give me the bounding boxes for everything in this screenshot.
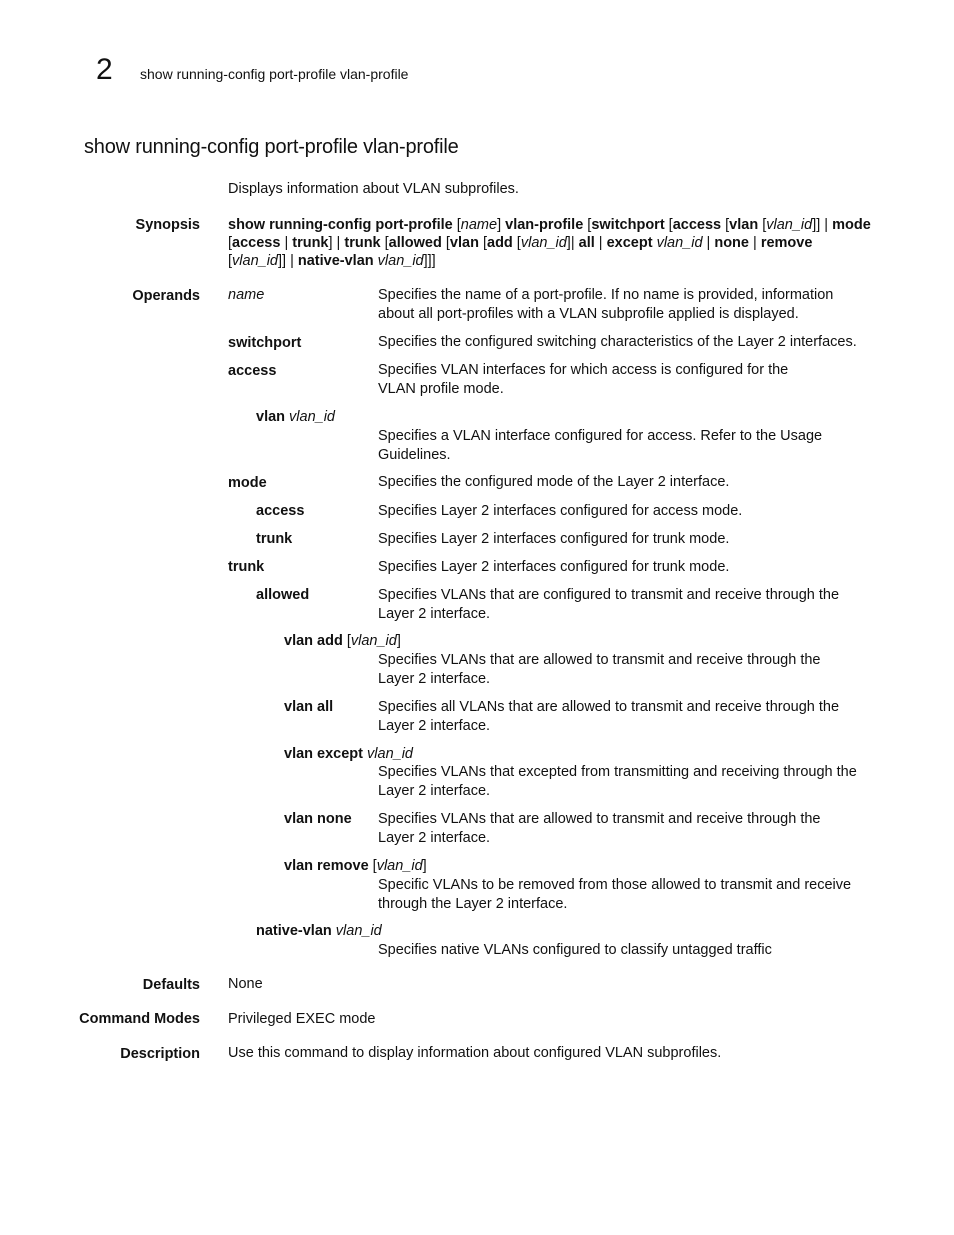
plain-text: ] | [328,235,345,251]
keyword-text: trunk [256,531,293,547]
variable-text: vlan_id [232,253,278,269]
keyword-text: trunk [344,235,381,251]
operand-desc: Specifies VLANs that excepted from transmitting and receiving through the Layer 2 interface. [378,764,857,799]
keyword-text: allowed [256,587,310,603]
variable-text: vlan_id [289,409,335,425]
keyword-text: mode [832,217,871,233]
operand-desc: Specifies Layer 2 interfaces configured for access mode. [378,503,743,519]
operand-desc: Specific VLANs to be removed from those allowed to transmit and receive through the Layer 2 interface. [378,877,852,912]
variable-text: vlan_id [520,235,567,251]
operand-term [284,745,413,764]
operand-term [256,586,309,605]
variable-text: name [228,287,265,303]
variable-text: vlan_id [377,253,424,269]
plain-text: [ [664,217,673,233]
plain-text: | [702,235,715,251]
defaults-text: None [228,976,263,992]
plain-text: ] [497,217,506,233]
operand-term [284,632,401,651]
keyword-text: vlan [449,235,479,251]
variable-text: vlan_id [350,633,397,649]
plain-text: ]| [566,235,579,251]
plain-text: ] [422,858,427,874]
operand-desc: Specifies VLANs that are allowed to transmit and receive through the Layer 2 interface. [378,811,821,846]
keyword-text: vlan [256,409,286,425]
operand-desc: Specifies all VLANs that are allowed to transmit and receive through the Layer 2 interface. [378,699,840,734]
operand-desc: Specifies the configured mode of the Layer 2 interface. [378,474,730,490]
synopsis-line [228,234,812,253]
variable-text: vlan_id [766,217,813,233]
operand-term [256,530,292,549]
plain-text: [ [452,217,461,233]
plain-text: ] [396,633,401,649]
operand-term [284,857,427,876]
plain-text: [ [342,633,351,649]
keyword-text: switchport [228,335,302,351]
variable-text: name [460,217,498,233]
plain-text: | [748,235,761,251]
operand-desc: Specifies native VLANs configured to classify untagged traffic [378,942,772,958]
keyword-text: mode [228,475,267,491]
chapter-number: 2 [96,53,113,86]
summary-text: Displays information about VLAN subprofiles. [228,181,519,197]
description-text: Use this command to display information about configured VLAN subprofiles. [228,1045,722,1061]
keyword-text: remove [760,235,813,251]
plain-text: [ [368,858,377,874]
keyword-text: vlan except [284,746,363,762]
plain-text: [ [441,235,450,251]
keyword-text: access [228,363,277,379]
plain-text: ]] | [812,217,833,233]
operand-desc: Specifies VLAN interfaces for which access is configured for the VLAN profile mode. [378,362,789,397]
keyword-text: switchport [591,217,665,233]
operand-desc: Specifies Layer 2 interfaces configured for trunk mode. [378,559,730,575]
keyword-text: trunk [228,559,265,575]
operand-term [284,810,352,829]
command-modes-label: Command Modes [79,1011,200,1027]
keyword-text: vlan [729,217,759,233]
keyword-text: vlan all [284,699,334,715]
operand-term [256,922,382,941]
keyword-text: trunk [292,235,329,251]
operand-term [228,362,276,381]
page-title: show running-config port-profile vlan-profile [84,136,459,158]
keyword-text: except [606,235,653,251]
keyword-text: vlan none [284,811,352,827]
synopsis-line [228,216,871,235]
variable-text: vlan_id [656,235,703,251]
keyword-text: native-vlan [297,253,374,269]
keyword-text: all [578,235,595,251]
defaults-label: Defaults [142,977,200,993]
running-header: show running-config port-profile vlan-profile [140,66,409,82]
operand-desc: Specifies Layer 2 interfaces configured for trunk mode. [378,531,730,547]
command-modes-text: Privileged EXEC mode [228,1011,376,1027]
operand-desc: Specifies a VLAN interface configured for access. Refer to the Usage Guidelines. [378,428,823,463]
plain-text: ]] | [277,253,298,269]
operand-term [228,286,264,305]
plain-text: [ [721,217,730,233]
keyword-text: access [672,217,722,233]
operand-desc: Specifies the configured switching characteristics of the Layer 2 interfaces. [378,334,857,350]
plain-text: ]]] [423,253,436,269]
operand-term [228,474,267,493]
plain-text: | [594,235,607,251]
keyword-text: show running-config port-profile [228,217,453,233]
operand-desc: Specifies VLANs that are configured to transmit and receive through the Layer 2 interface. [378,587,840,622]
plain-text: [ [758,217,767,233]
description-label: Description [120,1046,200,1062]
plain-text: [ [512,235,521,251]
operand-desc: Specifies VLANs that are allowed to transmit and receive through the Layer 2 interface. [378,652,821,687]
synopsis-line [228,252,436,271]
synopsis-label: Synopsis [135,217,200,233]
keyword-text: allowed [388,235,442,251]
keyword-text: vlan-profile [505,217,584,233]
keyword-text: vlan remove [284,858,369,874]
operand-term [228,558,264,577]
variable-text: vlan_id [367,746,413,762]
operand-term [284,698,333,717]
plain-text: [ [478,235,487,251]
variable-text: vlan_id [335,923,382,939]
keyword-text: add [487,235,513,251]
operand-desc: Specifies the name of a port-profile. If no name is provided, information about all port-profiles with a VLAN subprofile applied is displayed. [378,287,834,322]
operand-term [228,334,301,353]
operand-term [256,502,304,521]
keyword-text: access [256,503,305,519]
keyword-text: access [232,235,281,251]
plain-text: [ [228,235,233,251]
plain-text: [ [583,217,592,233]
plain-text: [ [228,253,233,269]
plain-text: [ [380,235,389,251]
operand-term [256,408,335,427]
variable-text: vlan_id [376,858,423,874]
keyword-text: none [714,235,749,251]
operands-label: Operands [132,288,200,304]
plain-text: | [280,235,293,251]
keyword-text: vlan add [284,633,343,649]
keyword-text: native-vlan [256,923,332,939]
